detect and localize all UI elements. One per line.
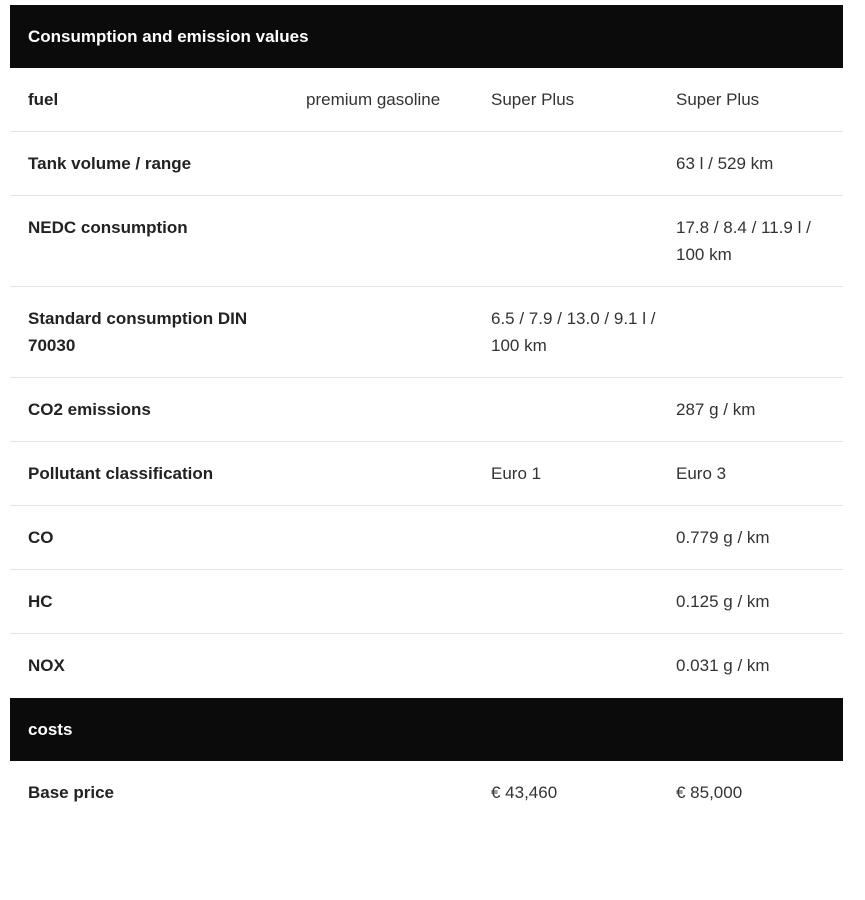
table-row-tank-volume: [10, 132, 843, 196]
row-value-col3: 17.8 / 8.4 / 11.9 l / 100 km: [676, 218, 811, 264]
row-label: Standard consumption DIN 70030: [28, 309, 248, 355]
row-value-col2: 6.5 / 7.9 / 13.0 / 9.1 l / 100 km: [491, 309, 656, 355]
section-header-costs: [10, 698, 843, 761]
row-value-col2: Super Plus: [491, 90, 575, 109]
row-value-col1: premium gasoline: [306, 90, 441, 109]
row-value-col1: [288, 460, 473, 505]
table-row-hc: [10, 570, 843, 634]
row-label: NOX: [28, 656, 65, 675]
row-label: CO: [28, 528, 54, 547]
row-value-col2: [473, 588, 658, 633]
row-value-col2: [473, 396, 658, 441]
row-value-col2: [473, 652, 658, 698]
row-label: CO2 emissions: [28, 400, 151, 419]
row-value-col2: € 43,460: [491, 783, 558, 802]
row-value-col3: [658, 305, 843, 377]
row-value-col3: 287 g / km: [676, 400, 756, 419]
table-row-standard-consumption: [10, 287, 843, 378]
row-value-col1: [288, 305, 473, 377]
section-header-emissions: [10, 5, 843, 68]
row-value-col1: [288, 779, 473, 825]
row-value-col3: 0.779 g / km: [676, 528, 770, 547]
row-value-col3: 63 l / 529 km: [676, 154, 774, 173]
row-label: HC: [28, 592, 53, 611]
spec-table: [10, 5, 843, 825]
row-value-col1: [288, 652, 473, 698]
row-value-col1: [288, 396, 473, 441]
row-value-col2: Euro 1: [491, 464, 542, 483]
row-label: Pollutant classification: [28, 464, 214, 483]
row-value-col3: Euro 3: [676, 464, 727, 483]
table-row-pollutant-classification: [10, 442, 843, 506]
row-value-col1: [288, 588, 473, 633]
row-value-col1: [288, 214, 473, 286]
row-value-col3: 0.031 g / km: [676, 656, 770, 675]
table-row-co: [10, 506, 843, 570]
row-label: fuel: [28, 90, 59, 109]
section-title: costs: [28, 719, 73, 739]
table-row-base-price: [10, 761, 843, 825]
row-value-col1: [288, 150, 473, 195]
row-value-col3: € 85,000: [676, 783, 743, 802]
row-value-col2: [473, 524, 658, 569]
row-value-col2: [473, 214, 658, 286]
row-value-col2: [473, 150, 658, 195]
row-value-col3: Super Plus: [676, 90, 760, 109]
table-row-nox: [10, 634, 843, 698]
table-row-fuel: [10, 68, 843, 132]
row-value-col1: [288, 524, 473, 569]
table-row-co2-emissions: [10, 378, 843, 442]
row-label: NEDC consumption: [28, 218, 188, 237]
row-label: Base price: [28, 783, 114, 802]
row-value-col3: 0.125 g / km: [676, 592, 770, 611]
row-label: Tank volume / range: [28, 154, 192, 173]
section-title: Consumption and emission values: [28, 26, 309, 46]
table-row-nedc-consumption: [10, 196, 843, 287]
